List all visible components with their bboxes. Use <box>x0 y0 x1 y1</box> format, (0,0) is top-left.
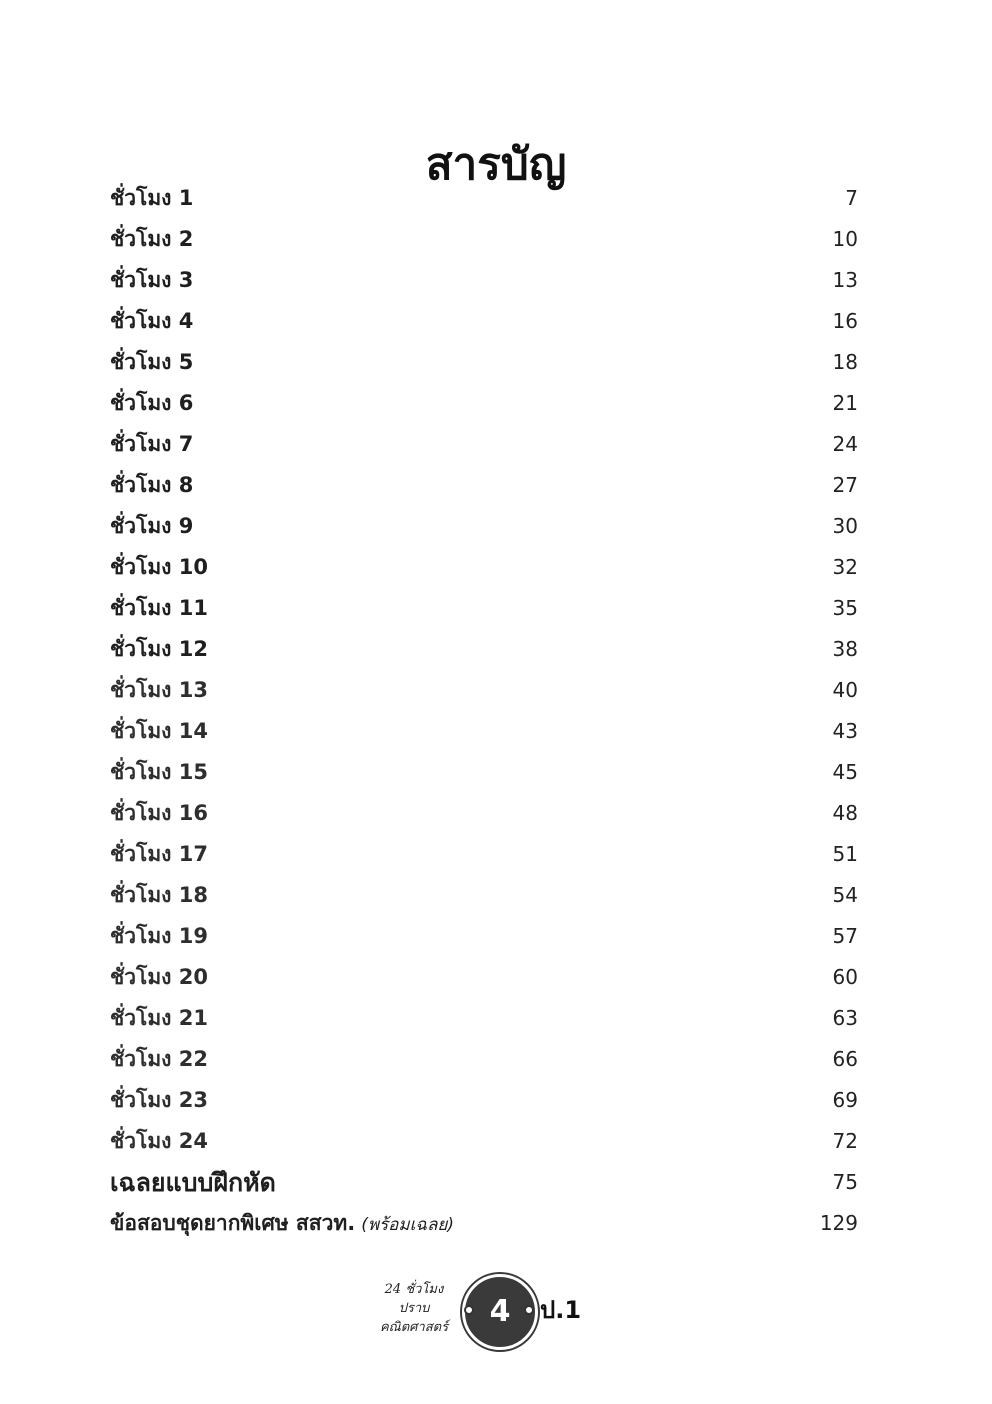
toc-entry <box>110 752 858 793</box>
toc-entry-label: ชั่วโมง 21 <box>110 1006 208 1030</box>
book-title <box>368 1280 460 1337</box>
toc-exam-note: (พร้อมเฉลย) <box>361 1215 454 1235</box>
toc-entry <box>110 711 858 752</box>
toc-entry-label: ชั่วโมง 23 <box>110 1088 208 1112</box>
book-title-line: ปราบ <box>398 1301 430 1316</box>
toc-entry <box>110 957 858 998</box>
dot-ornament-right <box>524 1305 534 1315</box>
grade-label: ป.1 <box>540 1296 582 1324</box>
toc-entry <box>110 670 858 711</box>
toc-entry-page: 45 <box>832 760 858 784</box>
toc-entry-label: ชั่วโมง 1 <box>110 186 194 210</box>
toc-entry-label: ชั่วโมง 17 <box>110 842 208 866</box>
toc-entry <box>110 547 858 588</box>
toc-entry-page: 13 <box>832 268 858 292</box>
toc-entry-label: ชั่วโมง 10 <box>110 555 208 579</box>
toc-exam-page: 129 <box>819 1211 858 1235</box>
toc-entry-label: ชั่วโมง 16 <box>110 801 208 825</box>
toc-entry-label: ชั่วโมง 14 <box>110 719 208 743</box>
dot-ornament-left <box>464 1305 474 1315</box>
toc-entry-page: 38 <box>832 637 858 661</box>
toc-entry-label: ชั่วโมง 15 <box>110 760 208 784</box>
toc-entry-page: 7 <box>845 186 858 210</box>
toc-entry <box>110 342 858 383</box>
toc-entry <box>110 260 858 301</box>
toc-entry-page: 66 <box>832 1047 858 1071</box>
toc-entry-label: ชั่วโมง 8 <box>110 473 194 497</box>
toc-entry-page: 32 <box>832 555 858 579</box>
toc-entry-page: 43 <box>832 719 858 743</box>
toc-entry-page: 16 <box>832 309 858 333</box>
toc-entry <box>110 588 858 629</box>
book-title-line: คณิตศาสตร์ <box>379 1320 449 1335</box>
toc-entry-page: 54 <box>832 883 858 907</box>
toc-entry-page: 57 <box>832 924 858 948</box>
toc-entry-page: 30 <box>832 514 858 538</box>
toc-entry <box>110 301 858 342</box>
toc-exam-label: ข้อสอบชุดยากพิเศษ สสวท. <box>110 1211 356 1235</box>
book-title-line: 24 ชั่วโมง <box>384 1282 444 1297</box>
toc-entry-page: 27 <box>832 473 858 497</box>
toc-entry-exam <box>110 1203 858 1244</box>
toc-entry <box>110 178 858 219</box>
toc-entry-label: ชั่วโมง 19 <box>110 924 208 948</box>
toc-entry-page: 35 <box>832 596 858 620</box>
toc-entry-page: 72 <box>832 1129 858 1153</box>
toc-entry-page: 48 <box>832 801 858 825</box>
toc-entry-label: ชั่วโมง 20 <box>110 965 208 989</box>
toc-entry-label: ชั่วโมง 24 <box>110 1129 208 1153</box>
toc-entry-label: ชั่วโมง 6 <box>110 391 194 415</box>
toc-entry-page: 21 <box>832 391 858 415</box>
table-of-contents <box>110 178 858 1244</box>
toc-entry-label: ชั่วโมง 2 <box>110 227 194 251</box>
toc-entry-label: ชั่วโมง 18 <box>110 883 208 907</box>
toc-entry <box>110 793 858 834</box>
toc-entry-label: ชั่วโมง 9 <box>110 514 194 538</box>
toc-entry <box>110 506 858 547</box>
toc-entry <box>110 383 858 424</box>
toc-entry <box>110 1039 858 1080</box>
toc-entry-page: 60 <box>832 965 858 989</box>
toc-entry-page: 24 <box>832 432 858 456</box>
toc-entry-label: ชั่วโมง 3 <box>110 268 194 292</box>
toc-answers-page: 75 <box>832 1170 858 1194</box>
toc-entry-page: 69 <box>832 1088 858 1112</box>
toc-entry-label: ชั่วโมง 4 <box>110 309 194 333</box>
toc-entry-page: 18 <box>832 350 858 374</box>
toc-entry-page: 40 <box>832 678 858 702</box>
page-title: สารบัญ <box>425 139 567 191</box>
toc-entry <box>110 629 858 670</box>
toc-entry-page: 10 <box>832 227 858 251</box>
toc-entry-page: 51 <box>832 842 858 866</box>
toc-entry <box>110 1121 858 1162</box>
toc-entry <box>110 1080 858 1121</box>
toc-entry-label: ชั่วโมง 22 <box>110 1047 208 1071</box>
toc-entry-label: ชั่วโมง 11 <box>110 596 208 620</box>
toc-entry <box>110 875 858 916</box>
toc-exam-label-wrap <box>110 1203 454 1246</box>
toc-entry <box>110 465 858 506</box>
toc-entry <box>110 424 858 465</box>
toc-entry-label: ชั่วโมง 13 <box>110 678 208 702</box>
toc-entry-label: ชั่วโมง 12 <box>110 637 208 661</box>
toc-entry <box>110 916 858 957</box>
toc-answers-label: เฉลยแบบฝึกหัด <box>110 1168 276 1197</box>
toc-entry <box>110 219 858 260</box>
toc-entry <box>110 998 858 1039</box>
toc-entry-page: 63 <box>832 1006 858 1030</box>
toc-entry-label: ชั่วโมง 7 <box>110 432 194 456</box>
toc-entry-label: ชั่วโมง 5 <box>110 350 194 374</box>
page-number-badge: 4 <box>462 1274 538 1350</box>
toc-entry-answers <box>110 1162 858 1203</box>
page-footer <box>368 1272 598 1348</box>
toc-entry <box>110 834 858 875</box>
